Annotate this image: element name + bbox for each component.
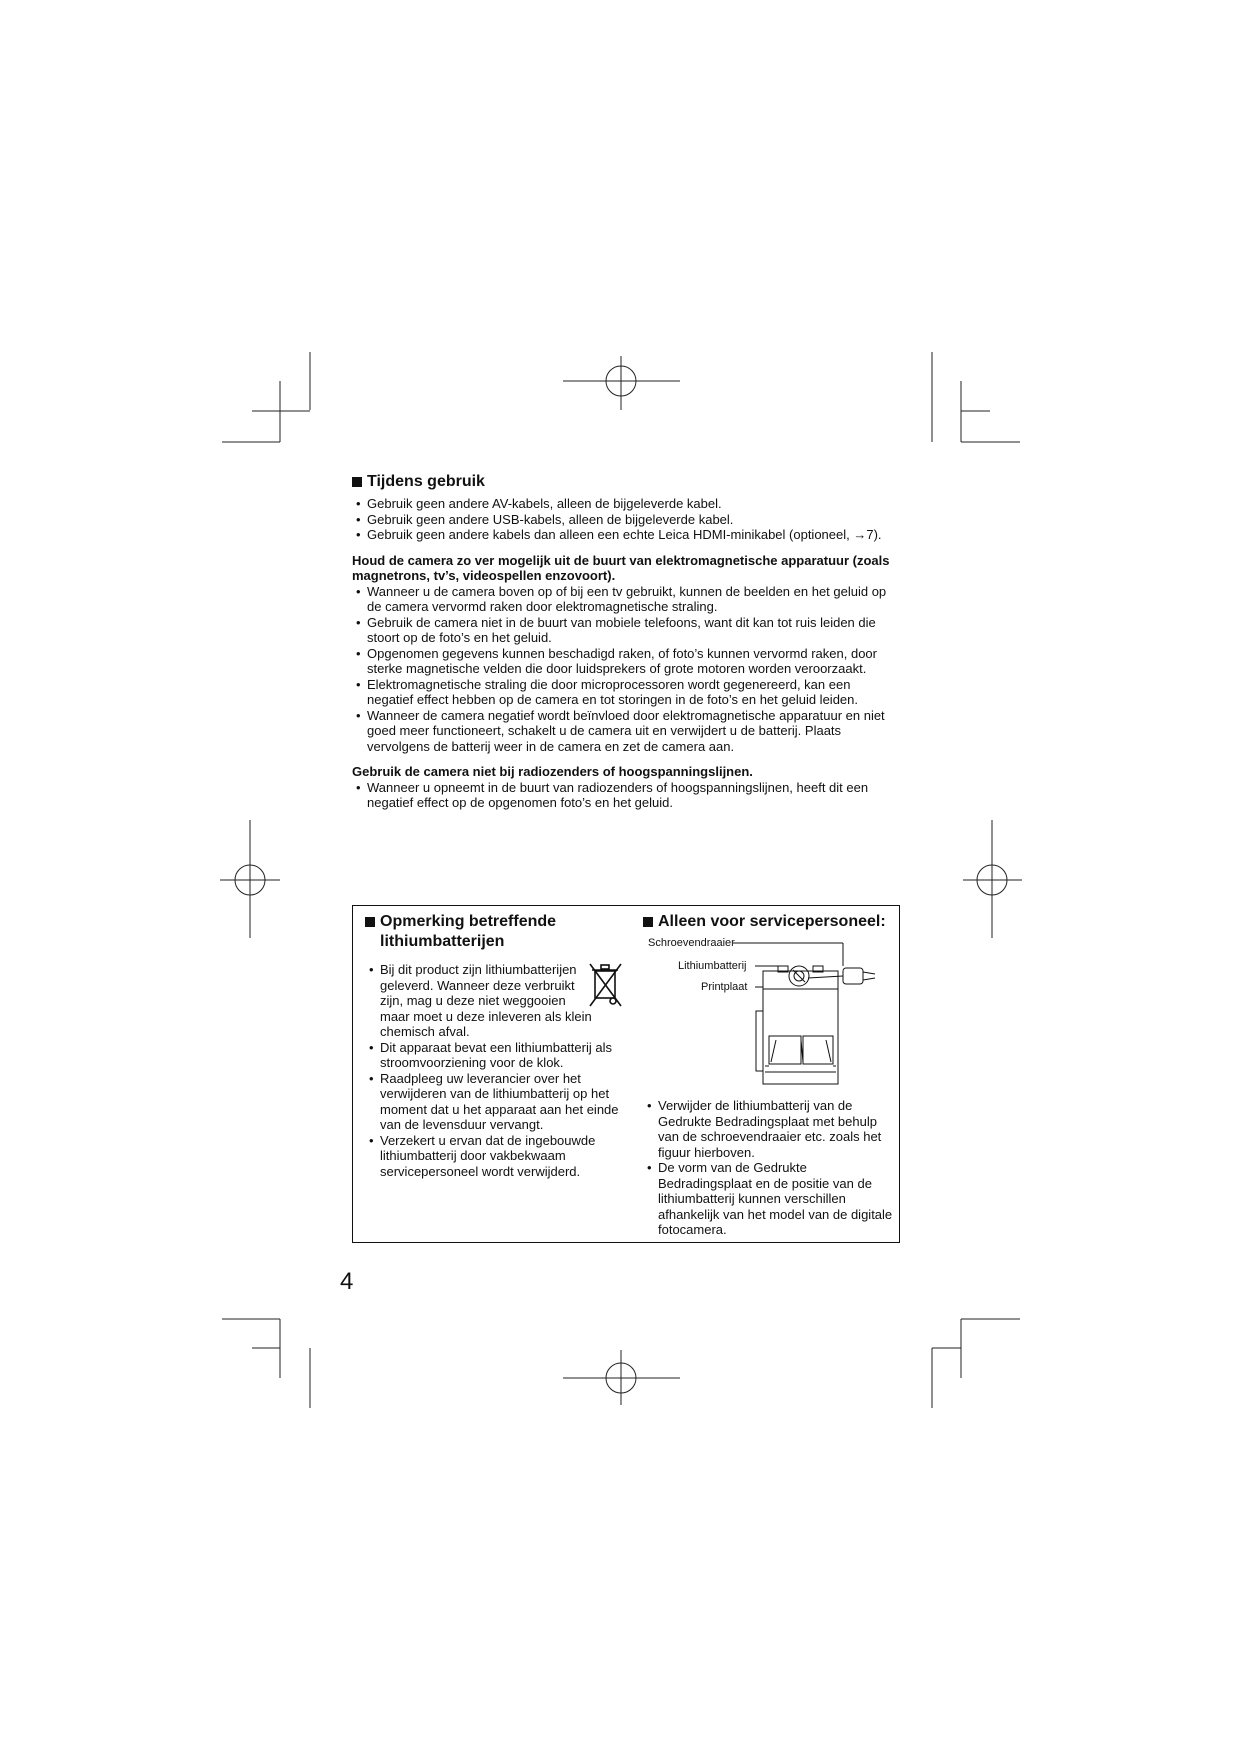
registration-mark-icon — [563, 1350, 680, 1405]
list-item: • Dit apparaat bevat een lithiumbatterij als stroomvoorziening voor de klok. — [365, 1040, 627, 1071]
electromagnetic-bullet-list — [352, 584, 900, 755]
section-title-tijdens-gebruik: Tijdens gebruik — [352, 472, 900, 492]
lithium-bullet-list — [365, 962, 627, 1179]
list-item: • Bij dit product zijn lithiumbatterijen geleverd. Wanneer deze verbruikt zijn, mag u deze niet weggooien maar moet u deze inleveren als klein chemisch afval. — [365, 962, 627, 1040]
service-column — [643, 912, 893, 1238]
radio-section — [352, 764, 900, 811]
service-bullet-list — [643, 1098, 893, 1238]
label-board: Printplaat — [701, 981, 748, 993]
square-bullet-icon — [352, 477, 362, 487]
list-item: • Raadpleeg uw leverancier over het verwijderen van de lithiumbatterij op het moment dat u het apparaat aan het einde van de levensduur vervangt. — [365, 1071, 627, 1133]
electromagnetic-section — [352, 553, 900, 755]
list-item: • Gebruik de camera niet in de buurt van mobiele telefoons, want dit kan tot ruis leiden die stoort op de foto’s en het geluid. — [352, 615, 900, 646]
crossed-out-wheelie-bin-icon — [589, 962, 623, 1008]
radio-bullet-list — [352, 780, 900, 811]
list-item: • Wanneer u de camera boven op of bij een tv gebruikt, kunnen de beelden en het geluid op de camera vervormd raken door elektromagnetische straling. — [352, 584, 900, 615]
list-item: • De vorm van de Gedrukte Bedradingsplaat en de positie van de lithiumbatterij kunnen verschillen afhankelijk van het model van de digitale fotocamera. — [643, 1160, 893, 1238]
square-bullet-icon — [643, 917, 653, 927]
list-item: • Wanneer de camera negatief wordt beïnvloed door elektromagnetische apparatuur en niet goed meer functioneert, schakelt u de camera uit en verwijdert u de batterij. Plaats vervolgens de batterij weer in de camera en zet de camera aan. — [352, 708, 900, 755]
usage-bullet-list — [352, 496, 900, 543]
crop-mark-icon — [932, 1319, 1020, 1408]
square-bullet-icon — [365, 917, 375, 927]
radio-heading: Gebruik de camera niet bij radiozenders of hoogspanningslijnen. — [352, 764, 753, 779]
registration-mark-icon — [220, 820, 280, 938]
list-item: • Gebruik geen andere kabels dan alleen een echte Leica HDMI-minikabel (optioneel, →7). — [352, 527, 900, 543]
crop-mark-icon — [932, 352, 1020, 442]
lithium-note-column — [365, 912, 627, 1179]
service-title: Alleen voor servicepersoneel: — [643, 912, 893, 932]
list-item: • Verwijder de lithiumbatterij van de Gedrukte Bedradingsplaat met behulp van de schroevendraaier etc. zoals het figuur hierboven. — [643, 1098, 893, 1160]
label-battery: Lithiumbatterij — [678, 960, 747, 972]
registration-mark-icon — [563, 356, 680, 410]
main-content — [352, 472, 900, 811]
electromagnetic-heading: Houd de camera zo ver mogelijk uit de buurt van elektromagnetische apparatuur (zoals magnetrons, tv’s, videospellen enzovoort). — [352, 552, 890, 583]
battery-notice-box — [352, 905, 900, 1243]
list-item: • Wanneer u opneemt in de buurt van radiozenders of hoogspanningslijnen, heeft dit een negatief effect op de opgenomen foto’s en het geluid. — [352, 780, 900, 811]
list-item: • Opgenomen gegevens kunnen beschadigd raken, of foto’s kunnen vervormd raken, door sterke magnetische velden die door luidsprekers of grote motoren worden veroorzaakt. — [352, 646, 900, 677]
lithium-battery-icon — [763, 966, 838, 989]
label-screwdriver: Schroevendraaier — [648, 937, 735, 949]
crop-mark-icon — [222, 1319, 310, 1408]
list-item: • Elektromagnetische straling die door microprocessoren wordt gegenereerd, kan een negatief effect hebben op de camera en tot storingen in de foto’s en het geluid leiden. — [352, 677, 900, 708]
list-item: • Gebruik geen andere AV-kabels, alleen de bijgeleverde kabel. — [352, 496, 900, 512]
list-item: • Verzekert u ervan dat de ingebouwde lithiumbatterij door vakbekwaam servicepersoneel wordt verwijderd. — [365, 1133, 627, 1180]
list-item: • Gebruik geen andere USB-kabels, alleen de bijgeleverde kabel. — [352, 512, 900, 528]
page-number: 4 — [340, 1268, 354, 1295]
crop-mark-icon — [222, 352, 310, 442]
circuit-board-icon — [756, 989, 838, 1084]
lithium-note-title: Opmerking betreffende lithiumbatterijen — [365, 912, 627, 952]
registration-mark-icon — [963, 820, 1022, 938]
screwdriver-icon — [808, 968, 875, 984]
battery-removal-diagram — [643, 936, 893, 1086]
